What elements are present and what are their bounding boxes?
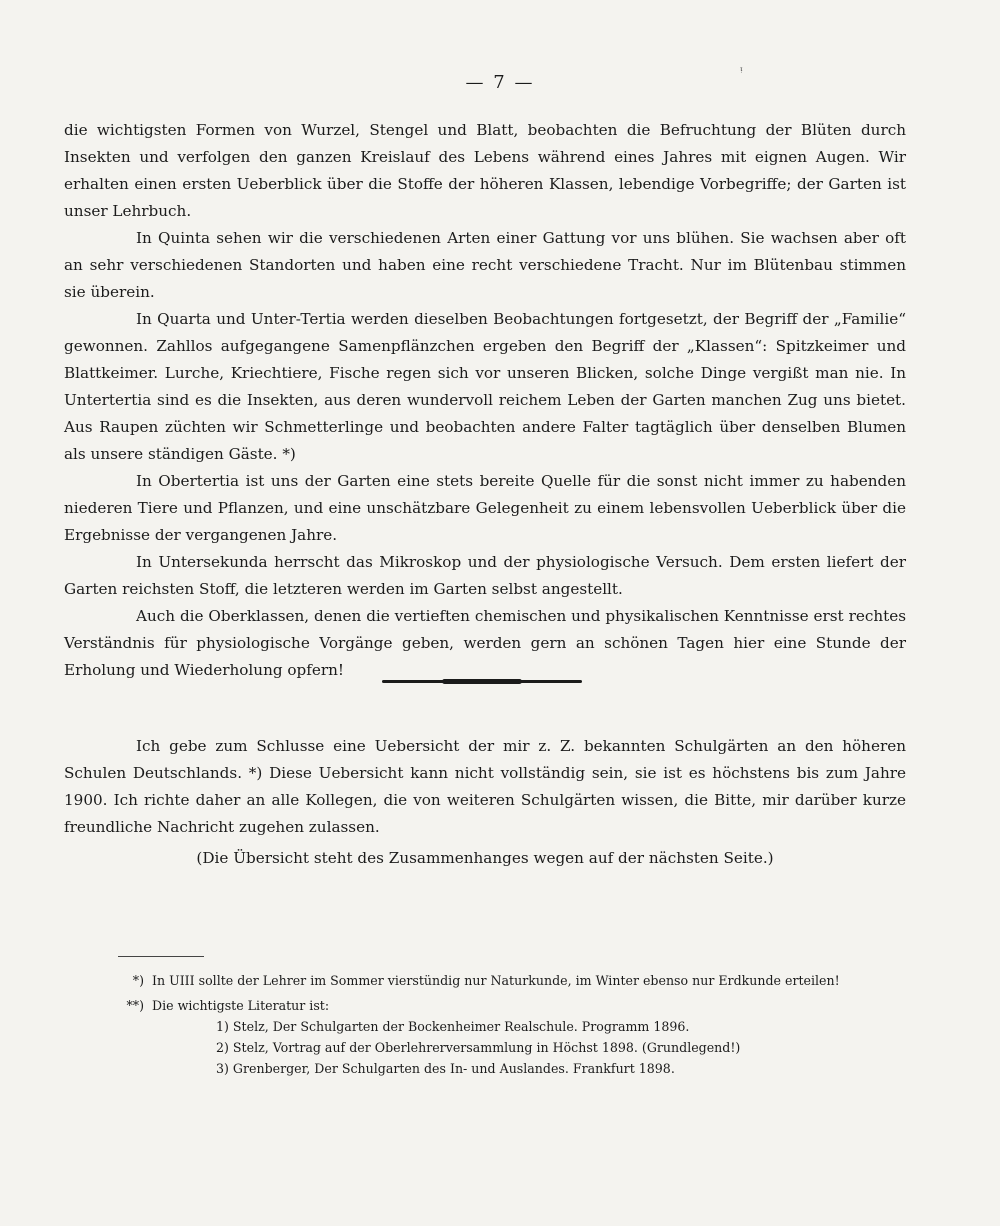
literature-item: 1) Stelz, Der Schulgarten der Bockenheimer Realschule. Programm 1896. xyxy=(216,1019,690,1034)
footnote-mark: **) xyxy=(126,998,144,1013)
footnote-text xyxy=(152,995,904,1079)
paragraph-untersekunda: In Untersekunda herrscht das Mikroskop und der physiologische Versuch. Dem ersten liefert der Garten reichsten Stoff, die letzteren werden im Garten selbst angestellt. xyxy=(64,553,906,598)
main-text xyxy=(64,117,906,684)
paragraph-oberklassen: Auch die Oberklassen, denen die vertieften chemischen und physikalischen Kenntnisse erst rechtes Verständnis für physiologische Vorgänge geben, werden gern an schönen Tagen hier eine Stunde der Erholung und Wiederholung opfern! xyxy=(64,607,906,679)
paragraph-obertertia: In Obertertia ist uns der Garten eine stets bereite Quelle für die sonst nicht immer zu habenden niederen Tiere und Pflanzen, und eine unschätzbare Gelegenheit zu einem lebensvollen Ueberblick über die Ergebnisse der vergangenen Jahre. xyxy=(64,472,906,544)
footnote-text: In UIII sollte der Lehrer im Sommer vierstündig nur Naturkunde, im Winter ebenso nur Erdkunde erteilen! xyxy=(152,973,840,988)
paragraph-quinta: In Quinta sehen wir die verschiedenen Arten einer Gattung vor uns blühen. Sie wachsen aber oft an sehr verschiedenen Standorten und haben eine recht verschiedene Tracht. Nur im Blütenbau stimmen sie überein. xyxy=(64,229,906,301)
literature-item: 3) Grenberger, Der Schulgarten des In- und Auslandes. Frankfurt 1898. xyxy=(216,1061,675,1076)
footnotes xyxy=(104,970,904,1079)
paragraph-quarta: In Quarta und Unter-Tertia werden dieselben Beobachtungen fortgesetzt, der Begriff der „Familie“ gewonnen. Zahllos aufgegangene Samenpflänzchen ergeben den Begriff der „Klassen“: Spitzkeimer und Blattkeimer. Lurche, Kriechtiere, Fische regen sich vor unseren Blicken, solche Dinge vergißt man nie. In Untertertia sind es die Insekten, aus deren wundervoll reichem Leben der Garten manchen Zug uns bietet. Aus Raupen züchten wir Schmetterlinge und beobachten andere Falter tagtäglich über denselben Blumen als unsere ständigen Gäste. *) xyxy=(64,310,906,463)
footnote-rule xyxy=(118,956,204,957)
page-number: — 7 — xyxy=(465,72,535,93)
footnote-mark: *) xyxy=(132,973,144,988)
stray-mark: ᵎ xyxy=(740,64,743,78)
paragraph-1: die wichtigsten Formen von Wurzel, Stengel und Blatt, beobachten die Befruchtung der Blüten durch Insekten und verfolgen den ganzen Kreislauf des Lebens während eines Jahres mit eignen Augen. Wir erhalten einen ersten Ueberblick über die Stoffe der höheren Klassen, lebendige Vorbegriffe; der Garten ist unser Lehrbuch. xyxy=(64,121,906,220)
closing-note: (Die Übersicht steht des Zusammenhanges wegen auf der nächsten Seite.) xyxy=(196,849,774,867)
footnote-2 xyxy=(104,995,904,1079)
literature-list xyxy=(152,1016,904,1079)
literature-item: 2) Stelz, Vortrag auf der Oberlehrerversammlung in Höchst 1898. (Grundlegend!) xyxy=(216,1040,741,1055)
literature-heading: Die wichtigste Literatur ist: xyxy=(152,998,330,1013)
closing-section xyxy=(64,733,906,872)
closing-paragraph: Ich gebe zum Schlusse eine Uebersicht der mir z. Z. bekannten Schulgärten an den höheren Schulen Deutschlands. *) Diese Uebersicht kann nicht vollständig sein, sie ist es höchstens bis zum Jahre 1900. Ich richte daher an alle Kollegen, die von weiteren Schulgärten wissen, die Bitte, mir darüber kurze freundliche Nachricht zugehen zulassen. xyxy=(64,737,906,836)
footnote-1 xyxy=(104,970,904,991)
section-separator xyxy=(382,680,582,683)
